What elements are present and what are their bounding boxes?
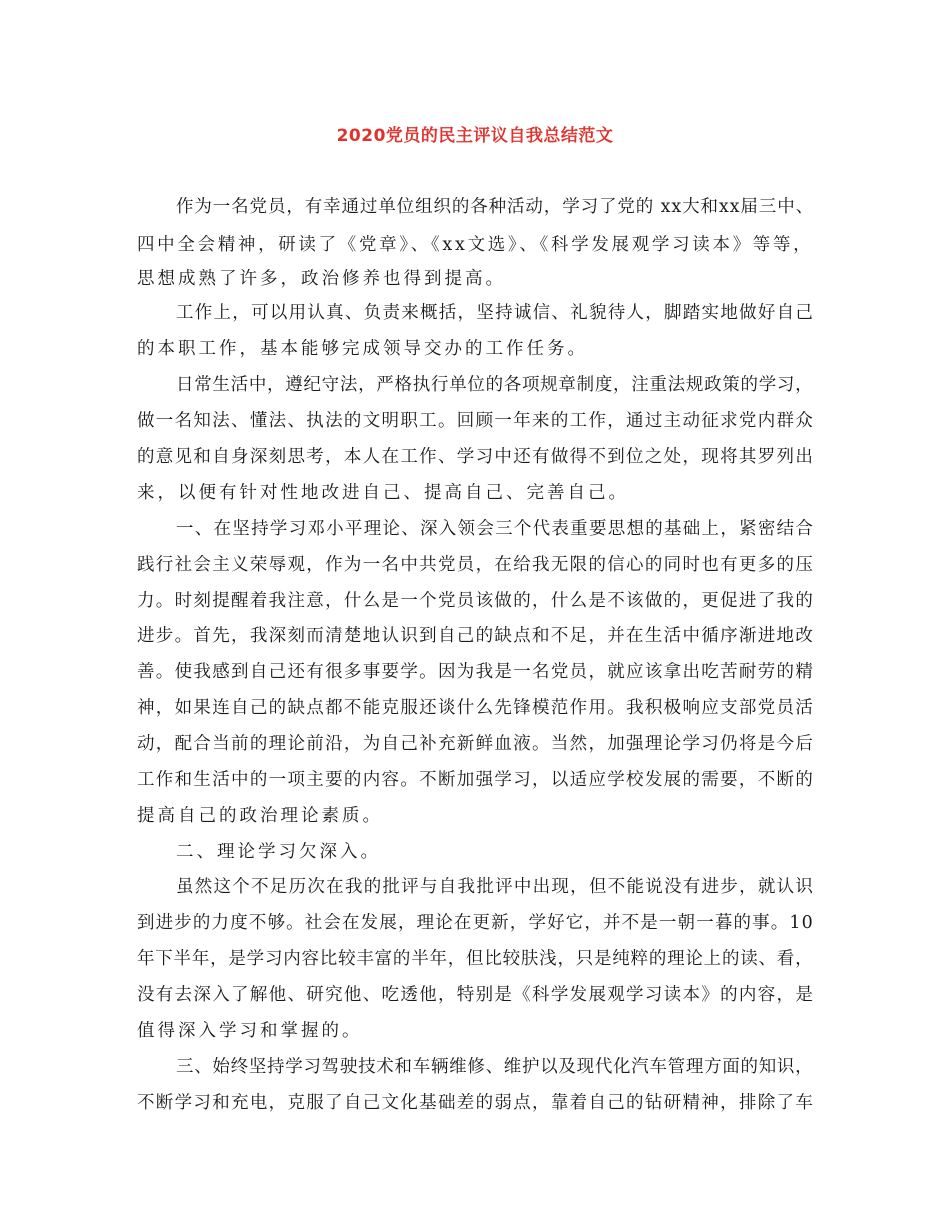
body-line: 值得深入学习和掌握的。 xyxy=(137,1021,363,1041)
body-line: 思想成熟了许多，政治修养也得到提高。 xyxy=(137,269,506,289)
body-line: 做一名知法、懂法、执法的文明职工。回顾一年来的工作，通过主动征求党内群众 xyxy=(137,411,815,431)
document-title: 2020党员的民主评议自我总结范文 xyxy=(336,126,614,146)
body-line: 年下半年，是学习内容比较丰富的半年，但比较肤浅，只是纯粹的理论上的读、看， xyxy=(137,949,814,969)
body-line: 工作上，可以用认真、负责来概括，坚持诚信、礼貌待人，脚踏实地做好自己 xyxy=(176,303,815,323)
body-line: 的本职工作，基本能够完成领导交办的工作任务。 xyxy=(137,339,588,359)
body-line: 神，如果连自己的缺点都不能克服还谈什么先锋模范作用。我积极响应支部党员活 xyxy=(137,698,815,718)
body-line: 一、在坚持学习邓小平理论、深入领会三个代表重要思想的基础上，紧密结合 xyxy=(176,519,815,539)
body-line: 的意见和自身深刻思考，本人在工作、学习中还有做得不到位之处，现将其罗列出 xyxy=(137,447,815,467)
body-line: 力。时刻提醒着我注意，什么是一个党员该做的，什么是不该做的，更促进了我的 xyxy=(137,591,815,611)
body-line: 践行社会主义荣辱观，作为一名中共党员，在给我无限的信心的同时也有更多的压 xyxy=(137,555,815,575)
body-line: 日常生活中，遵纪守法，严格执行单位的各项规章制度，注重法规政策的学习， xyxy=(176,375,814,395)
body-line: 没有去深入了解他、研究他、吃透他，特别是《科学发展观学习读本》的内容，是 xyxy=(137,985,815,1005)
body-line: 到进步的力度不够。社会在发展，理论在更新，学好它，并不是一朝一暮的事。10 xyxy=(137,913,814,933)
body-line: 来，以便有针对性地改进自己、提高自己、完善自己。 xyxy=(137,483,629,503)
body-line: 四中全会精神，研读了《党章》、《xx文选》、《科学发展观学习读本》等等， xyxy=(137,235,814,255)
body-line: 二、理论学习欠深入。 xyxy=(176,842,381,862)
body-line: 虽然这个不足历次在我的批评与自我批评中出现，但不能说没有进步，就认识 xyxy=(176,877,815,897)
body-line: 动，配合当前的理论前沿，为自己补充新鲜血液。当然，加强理论学习仍将是今后 xyxy=(137,734,815,754)
body-line: 作为一名党员，有幸通过单位组织的各种活动，学习了党的 xx大和xx届三中、 xyxy=(176,197,814,217)
body-line: 进步。首先，我深刻而清楚地认识到自己的缺点和不足，并在生活中循序渐进地改 xyxy=(137,626,815,646)
body-line: 善。使我感到自己还有很多事要学。因为我是一名党员，就应该拿出吃苦耐劳的精 xyxy=(137,662,815,682)
body-line: 工作和生活中的一项主要的内容。不断加强学习，以适应学校发展的需要，不断的 xyxy=(137,770,815,790)
body-line: 三、始终坚持学习驾驶技术和车辆维修、维护以及现代化汽车管理方面的知识， xyxy=(176,1057,814,1077)
body-line: 提高自己的政治理论素质。 xyxy=(137,806,383,826)
body-line: 不断学习和充电，克服了自己文化基础差的弱点，靠着自己的钻研精神，排除了车 xyxy=(137,1093,815,1113)
